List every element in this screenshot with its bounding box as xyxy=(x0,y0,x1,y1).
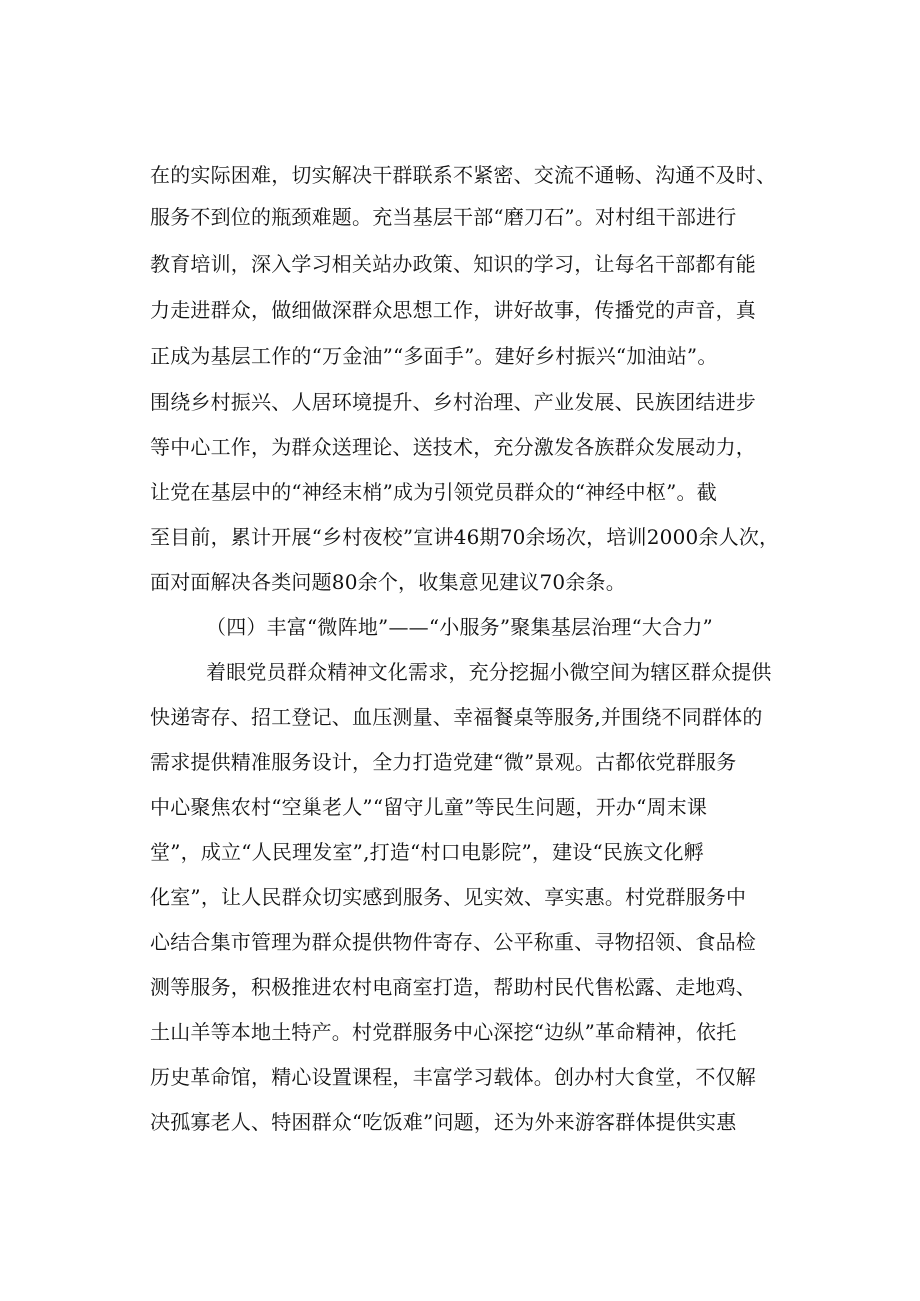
section-heading: （四）丰富“微阵地”——“小服务”聚集基层治理“大合力” xyxy=(206,615,713,639)
paragraph-line: 决孤寡老人、特困群众“吃饭难”问题，还为外来游客群体提供实惠 xyxy=(150,1110,737,1134)
paragraph-line: 历史革命馆，精心设置课程，丰富学习载体。创办村大食堂，不仅解 xyxy=(150,1065,756,1089)
paragraph-line: 堂”，成立“人民理发室”,打造“村口电影院”，建设“民族文化孵 xyxy=(150,840,704,864)
paragraph-line: 需求提供精准服务设计，全力打造党建“微”景观。古都依党群服务 xyxy=(150,750,737,774)
paragraph-line: 土山羊等本地土特产。村党群服务中心深挖“边纵”革命精神，依托 xyxy=(150,1020,737,1044)
paragraph-line: 至目前，累计开展“乡村夜校”宣讲46期70余场次，培训2000余人次， xyxy=(150,525,780,549)
paragraph-line: 正成为基层工作的“万金油”“多面手”。建好乡村振兴“加油站”。 xyxy=(150,344,718,368)
paragraph-line: 着眼党员群众精神文化需求，充分挖掘小微空间为辖区群众提供 xyxy=(206,660,772,684)
paragraph-line: 化室”，让人民群众切实感到服务、见实效、享实惠。村党群服务中 xyxy=(150,885,747,909)
paragraph-line: 中心聚焦农村“空巢老人”“留守儿童”等民生问题，开办“周末课 xyxy=(150,795,708,819)
paragraph-line: 等中心工作，为群众送理论、送技术，充分激发各族群众发展动力， xyxy=(150,435,756,459)
paragraph-line: 在的实际困难，切实解决干群联系不紧密、交流不通畅、沟通不及时、 xyxy=(150,163,777,187)
paragraph-line: 面对面解决各类问题80余个，收集意见建议70余条。 xyxy=(150,570,626,594)
paragraph-line: 测等服务，积极推进农村电商室打造，帮助村民代售松露、走地鸡、 xyxy=(150,975,756,999)
paragraph-line: 快递寄存、招工登记、血压测量、幸福餐桌等服务,并围绕不同群体的 xyxy=(150,705,763,729)
paragraph-line: 心结合集市管理为群众提供物件寄存、公平称重、寻物招领、食品检 xyxy=(150,930,756,954)
paragraph-line: 教育培训，深入学习相关站办政策、知识的学习，让每名干部都有能 xyxy=(150,252,756,276)
paragraph-line: 力走进群众，做细做深群众思想工作，讲好故事，传播党的声音，真 xyxy=(150,298,756,322)
paragraph-line: 让党在基层中的“神经末梢”成为引领党员群众的“神经中枢”。截 xyxy=(150,480,717,504)
paragraph-line: 服务不到位的瓶颈难题。充当基层干部“磨刀石”。对村组干部进行 xyxy=(150,205,737,229)
paragraph-line: 围绕乡村振兴、人居环境提升、乡村治理、产业发展、民族团结进步 xyxy=(150,390,756,414)
